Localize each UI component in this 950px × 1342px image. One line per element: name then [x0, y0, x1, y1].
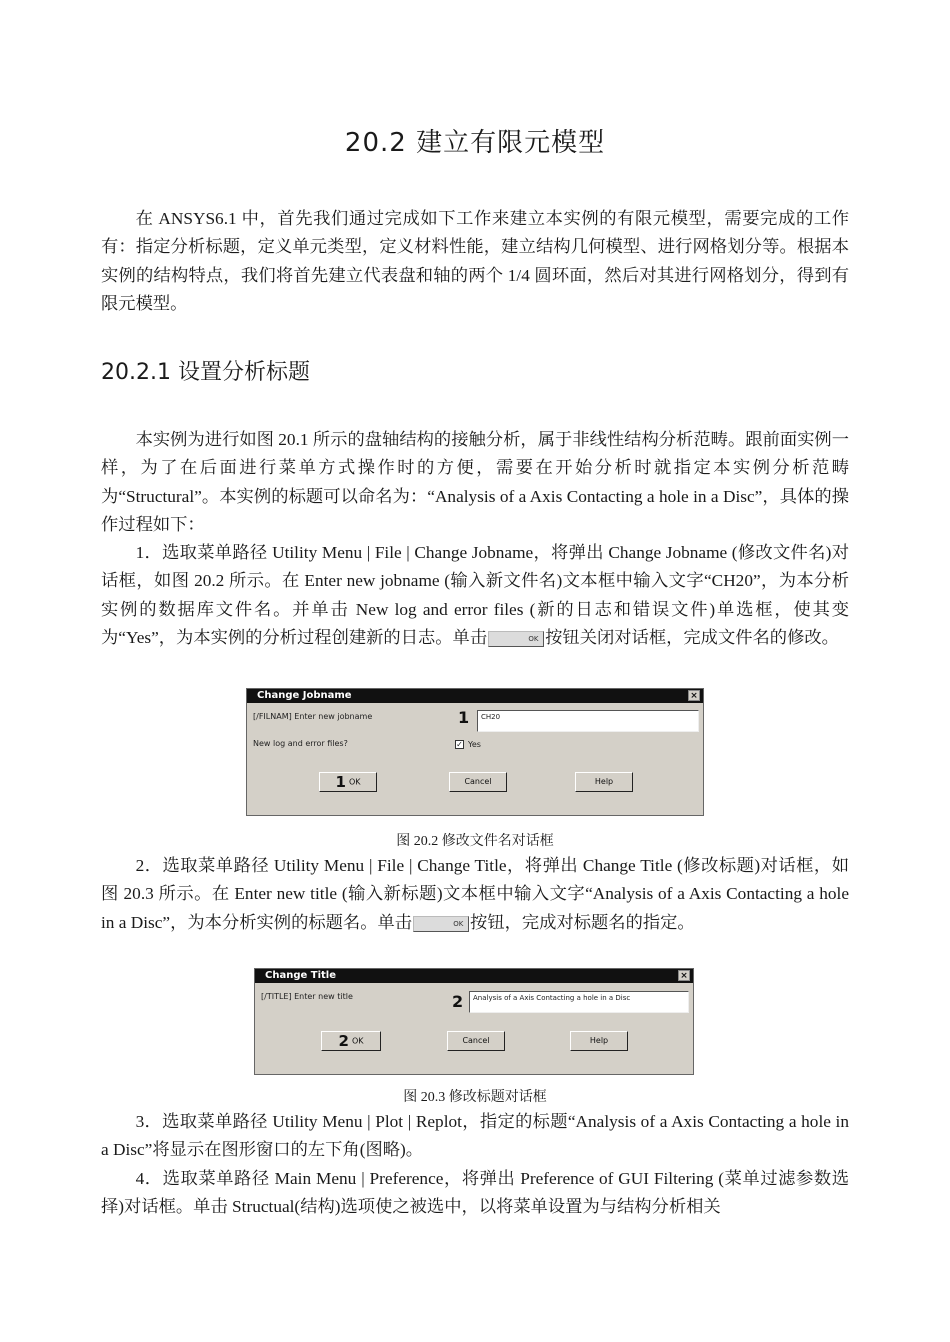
step-2 [101, 852, 849, 937]
dialog-titlebar [255, 969, 693, 983]
close-icon[interactable]: × [678, 970, 690, 981]
ok-label: OK [351, 1036, 364, 1046]
step-2-text-b: 按钮，完成对标题名的指定。 [470, 912, 695, 932]
jobname-label: [/FILNAM] Enter new jobname [253, 712, 373, 721]
dialog-title: Change Jobname [257, 690, 352, 701]
dialog-title: Change Title [265, 970, 336, 981]
help-button[interactable]: Help [575, 772, 633, 792]
title-label: [/TITLE] Enter new title [261, 992, 353, 1001]
dialog-titlebar [247, 689, 703, 703]
step-number-marker: 1 [458, 708, 470, 727]
log-files-label: New log and error files? [253, 739, 348, 748]
step-1-text-b: 按钮关闭对话框，完成文件名的修改。 [545, 627, 839, 647]
jobname-input[interactable]: CH20 [477, 710, 699, 732]
step-1 [101, 539, 849, 652]
inline-ok-button: OK [413, 916, 469, 932]
change-jobname-dialog [246, 688, 704, 816]
ok-step-marker: 2 [338, 1032, 349, 1050]
ok-step-marker: 1 [335, 773, 346, 791]
step-3: 3．选取菜单路径 Utility Menu | Plot | Replot，指定的标题“Analysis of a Axis Contacting a hole in a Disc”将显示在图形窗口的左下角(图略)。 [101, 1112, 849, 1160]
step-number-marker: 2 [452, 992, 464, 1011]
change-title-dialog [254, 968, 694, 1075]
checkbox-label: Yes [468, 740, 481, 749]
figure-caption-1: 图 20.2 修改文件名对话框 [396, 834, 554, 849]
new-log-checkbox[interactable]: ✓ [456, 740, 463, 749]
help-button[interactable]: Help [570, 1031, 628, 1051]
step-4: 4．选取菜单路径 Main Menu | Preference，将弹出 Preference of GUI Filtering (菜单过滤参数选择)对话框。单击 Structual(结构)选项使之被选中，以将菜单设置为与结构分析相关 [101, 1169, 849, 1217]
intro-paragraph: 在 ANSYS6.1 中，首先我们通过完成如下工作来建立本实例的有限元模型，需要完成的工作有：指定分析标题，定义单元类型，定义材料性能，建立结构几何模型、进行网格划分等。根据本实例的结构特点，我们将首先建立代表盘和轴的两个 1/4 圆环面，然后对其进行网格划分，得到有限元模型。 [101, 209, 849, 313]
step-2-text-a: 2．选取菜单路径 Utility Menu | File | Change Title，将弹出 Change Title (修改标题)对话框，如图 20.3 所示。在 Enter new title (输入新标题)文本框中输入文字“Analysis of a Axis Contacting a hole in a Disc”，为本分析实例的标题名。单击 [101, 856, 849, 932]
cancel-button[interactable]: Cancel [449, 772, 507, 792]
close-icon[interactable]: × [688, 690, 700, 701]
cancel-button[interactable]: Cancel [447, 1031, 505, 1051]
page-title: 20.2 建立有限元模型 [344, 128, 606, 158]
step-1-text-a: 1．选取菜单路径 Utility Menu | File | Change Jobname，将弹出 Change Jobname (修改文件名)对话框，如图 20.2 所示。在 Enter new jobname (输入新文件名)文本框中输入文字“CH20”，为本分析实例的数据库文件名。并单击 New log and error files (新的日志和错误文件)单选框，使其变为“Yes”，为本实例的分析过程创建新的日志。单击 [101, 543, 849, 647]
paragraph-1: 本实例为进行如图 20.1 所示的盘轴结构的接触分析，属于非线性结构分析范畴。跟前面实例一样，为了在后面进行菜单方式操作时的方便，需要在开始分析时就指定本实例分析范畴为“Structural”。本实例的标题可以命名为：“Analysis of a Axis Contacting a hole in a Disc”，具体的操作过程如下： [101, 430, 849, 534]
ok-label: OK [348, 777, 361, 787]
section-heading: 20.2.1 设置分析标题 [101, 360, 310, 385]
inline-ok-button: OK [488, 631, 544, 647]
ok-button[interactable] [319, 772, 377, 792]
ok-button[interactable] [321, 1031, 381, 1051]
figure-caption-2: 图 20.3 修改标题对话框 [403, 1090, 547, 1105]
title-input[interactable]: Analysis of a Axis Contacting a hole in a Disc [469, 991, 689, 1013]
